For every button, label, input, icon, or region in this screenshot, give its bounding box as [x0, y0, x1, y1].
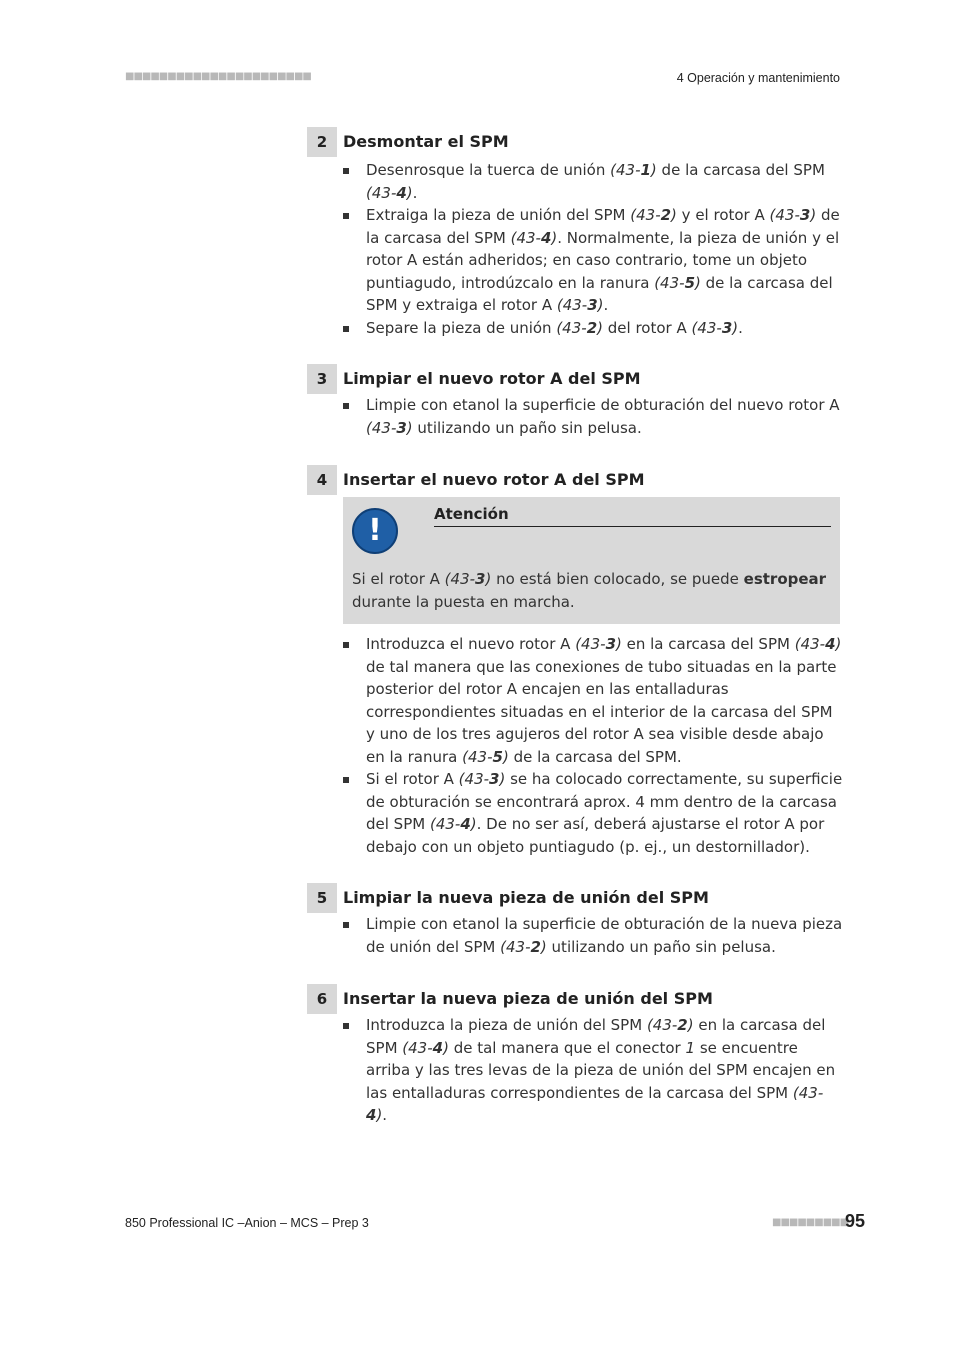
list-item: Extraiga la pieza de unión del SPM (43-2) y el rotor A (43-3) de la carcasa del SPM (43-4). Normalmente, la pieza de unión y el rotor A están adheridos; en caso contrario, tome un objeto puntiagudo, introdúzcalo en la ranura (43-5) de la carcasa del SPM y extraiga el rotor A (43-3).	[343, 204, 843, 317]
step-title: Insertar el nuevo rotor A del SPM	[343, 470, 645, 489]
list-item: Si el rotor A (43-3) se ha colocado correctamente, su superficie de obturación se encontrará aprox. 4 mm dentro de la carcasa del SPM (43-4). De no ser así, deberá ajustarse el rotor A por debajo con un objeto puntiagudo (p. ej., un destornillador).	[343, 768, 843, 858]
step-5-heading	[307, 883, 840, 913]
figure-reference: (43-2)	[500, 937, 547, 956]
step-title: Desmontar el SPM	[343, 132, 509, 151]
list-item: Introduzca la pieza de unión del SPM (43-2) en la carcasa del SPM (43-4) de tal manera que el conector 1 se encuentre arriba y las tres levas de la pieza de unión del SPM encajen en las entalladuras correspondientes de la carcasa del SPM (43-4).	[343, 1014, 843, 1127]
figure-reference: (43-4)	[366, 183, 413, 202]
figure-reference: (43-2)	[646, 1016, 694, 1034]
step-number: 5	[307, 883, 337, 913]
figure-reference: (43-2)	[630, 206, 677, 224]
header-decoration: ■■■■■■■■■■■■■■■■■■■■■■	[125, 71, 311, 82]
figure-reference: (43-1)	[610, 161, 657, 179]
figure-reference: (43-5)	[462, 747, 509, 766]
figure-reference: (43-4)	[402, 1038, 449, 1057]
attention-text: Si el rotor A (43-3) no está bien colocado, se puede estropear durante la puesta en marcha.	[352, 570, 827, 611]
list-item: Separe la pieza de unión (43-2) del rotor A (43-3).	[343, 317, 843, 340]
step-5-list	[343, 913, 843, 958]
step-number: 6	[307, 984, 337, 1014]
step-4-heading	[307, 465, 840, 495]
figure-reference: (43-3)	[366, 418, 413, 437]
exclamation-icon: !	[352, 508, 398, 554]
chapter-title: 4 Operación y mantenimiento	[676, 71, 840, 85]
step-3-heading	[307, 364, 840, 394]
figure-reference: (43-4)	[510, 228, 558, 247]
step-6-list	[343, 1014, 843, 1127]
figure-reference: (43-3)	[458, 770, 506, 788]
footer-product-title: 850 Professional IC –Anion – MCS – Prep 3	[125, 1216, 369, 1230]
footer-decoration: ■■■■■■■■■	[772, 1217, 849, 1228]
list-item: Limpie con etanol la superficie de obturación de la nueva pieza de unión del SPM (43-2) utilizando un paño sin pelusa.	[343, 913, 843, 958]
figure-reference: (43-4)	[794, 635, 842, 653]
list-item: Limpie con etanol la superficie de obturación del nuevo rotor A (43-3) utilizando un paño sin pelusa.	[343, 394, 843, 439]
figure-reference: (43-2)	[556, 318, 603, 337]
figure-reference: (43-4)	[366, 1083, 824, 1124]
step-6-heading	[307, 984, 840, 1014]
step-number: 2	[307, 127, 337, 157]
step-number: 3	[307, 364, 337, 394]
figure-reference: (43-3)	[575, 635, 622, 653]
step-2-heading	[307, 127, 840, 157]
step-number: 4	[307, 465, 337, 495]
figure-reference: (43-5)	[654, 273, 701, 292]
figure-reference: (43-3)	[691, 318, 739, 337]
step-3-list	[343, 394, 843, 439]
step-title: Limpiar el nuevo rotor A del SPM	[343, 369, 641, 388]
figure-reference: (43-4)	[429, 815, 477, 833]
attention-emphasis: estropear	[743, 570, 827, 588]
list-item: Desenrosque la tuerca de unión (43-1) de la carcasa del SPM (43-4).	[343, 159, 843, 204]
step-4-list	[343, 633, 843, 858]
attention-title: Atención	[434, 505, 831, 527]
step-title: Insertar la nueva pieza de unión del SPM	[343, 989, 713, 1008]
step-title: Limpiar la nueva pieza de unión del SPM	[343, 888, 709, 907]
connector-reference: 1	[685, 1038, 696, 1057]
list-item: Introduzca el nuevo rotor A (43-3) en la carcasa del SPM (43-4) de tal manera que las conexiones de tubo situadas en la parte posterior del rotor A encajen en las entalladuras correspondientes situadas en el interior de la carcasa del SPM y uno de los tres agujeros del rotor A sea visible desde abajo en la ranura (43-5) de la carcasa del SPM.	[343, 633, 843, 768]
page-number: 95	[845, 1211, 866, 1231]
step-2-list	[343, 159, 843, 339]
figure-reference: (43-3)	[556, 296, 604, 314]
attention-box	[343, 497, 840, 624]
figure-reference: (43-3)	[769, 206, 817, 224]
